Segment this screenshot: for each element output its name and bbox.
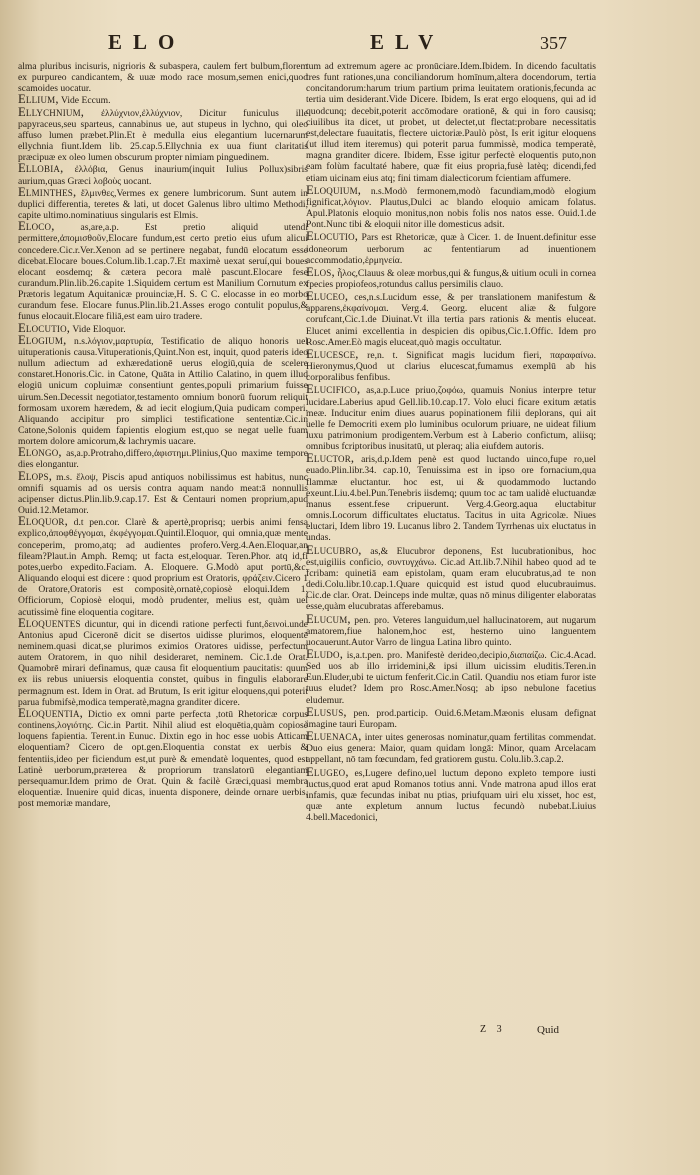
dictionary-entry [306, 384, 596, 452]
headword: Eloquentes [18, 615, 81, 630]
dictionary-entry [18, 615, 308, 708]
dictionary-entry [18, 163, 308, 186]
headword: Elucubro, [306, 542, 362, 557]
signature-mark: Z 3 [480, 1024, 506, 1035]
headword: Elos, [306, 264, 335, 279]
headword: Elongo, [18, 445, 62, 460]
entry-text: is,a.t.pen. pro. Manifestè derideo,decipio,διαπαίζω. Cic.4.Acad. Sed uos ab illo irridemini,& ipsi illum uicissim eluditis.Teren.in Eun.Eluder,ubi te uictum fenferit.Cic.in Catil. Quandiu nos etiam furor iste tuus eludet? Idem pro Rosc.Amer.Nosq; ab ipso nebulone facetius eludemur. [306, 649, 596, 706]
entry-text: es,Lugere defino,uel luctum depono expleto tempore iusti luctus,quod erat apud Romanos totius anni. Vnde matrona apud illos erat infamis, quæ fecundas inibat nu ptias, priufquam uiri elu xisset, hoc est, quæ ante expletum annum luctus fecundò nubebat.Liuius 4.bell.Macedonici, [306, 767, 596, 824]
right-column [306, 60, 596, 1140]
dictionary-entry [306, 764, 596, 824]
entry-text: n.s.λόγιον,μαρτυρία, Testificatio de aliquo honoris uel uituperationis causa.Vituperationis,Quint.Non est, inquit, quod pateris ideo nullum adiectum ad exhæredationē uerus elogiū,quia de scelere constaret.Honoris.Cic. in Catone, Quāta in Attilio Calatino, in quem illud elogiū unicum copluimæ consentiunt gentes,populi primarium fuisse uirum.Sen.Decessit negotiator,testamento omnium bonorū fuorum reliquit formosam uxorem hæredem, & ad iecit elogium,Quia pudicam comperi. Aliquando accipitur pro simplici testificatione sententiæ.Cic.in Catone,Solonis quidem fapientis elogium est,quo se negat uelle fuam mortem dolore amicorum,& lachrymis uacare. [18, 335, 308, 448]
headword: Ellobia, [18, 161, 64, 176]
dictionary-entry [306, 542, 596, 613]
entry-text: pen. pro. Veteres languidum,uel hallucinatorem, aut nugarum amatorem,fiue halonem,hoc est, hesterno uino languentem uocauerunt.Autor Varro de lingua Latina libro quinto. [306, 614, 596, 648]
dictionary-entry [18, 516, 308, 617]
entry-text: as,a.p.Protraho,differo,ἀφιστημι.Plinius,Quo maxime tempore dies elongantur. [18, 448, 308, 471]
entry-text: Dictio ex omni parte perfecta ,totū Rhetoricæ corpus continens,λογιότης. Cic.in Partit. Nihil aliud est eloquētia,quàm copiosè loquens fapientia. Terent.in Eunuc. Dixtin ego in hoc esse uobis Atticam eloquentiam? Cicero de opt.gen.Eloquentia constat ex uerbis & fententiis,ideo per ficiendum est,ut purè & emendatè loquentes, quod est Latinè uerborum,præterea & propriorum translatorū elegantiam persequamur.Idem primo de Orat. Quin & facilè Græci,quasi membra eloquentiæ. Inuenire quid dicas, inuenta disponere, deinde ornare uerbis, post memoriæ mandare, [18, 708, 308, 810]
dictionary-entry [306, 646, 596, 706]
headword: Eluctor, [306, 451, 355, 466]
entry-text: as,are,a.p. Est pretio aliquid utendi permittere,ἀπομισθοῦν,Elocare fundum,est certo pretio eius ufum alicui concedere.Cic.r.Ver.Xenon ad se pertinere negabat, fundū elocatum esse dicebat.Elocare boues.Colum.lib.1.cap.7.Et maximè uexat seruí,qui boues elocant eosdemq; & cætera pecora malè pascunt.Elocare fese curandum.Plin.lib.26.capite 1.Siquidem certum est Manilium Cornutum ex Prætoris legatum Aquitanicæ prouinciæ,H. S. C C. elocasse in eo morbo curandum fese. Elocare funus.Plin.lib.21.Asses erogo contulit populus,& funus elocauit.Elocare filiā,est eam uiro tradere. [18, 222, 308, 323]
headword: Elocutio, [306, 229, 359, 244]
dictionary-entry [18, 104, 308, 164]
headword: Eloco, [18, 219, 55, 234]
dictionary-entry [306, 731, 596, 765]
entry-text: ἧλος,Clauus & oleæ morbus,qui & fungus,& uitium oculi in cornea fpecies propiofeos,rotundus callus persimilis clauo. [306, 267, 596, 290]
entry-text: ἐλλόβια, Genus inaurium(inquit Iulius Pollux)sibris aurium,quas Græci λοβοὺς uocant. [18, 164, 308, 187]
dictionary-entry [18, 184, 308, 222]
entry-text: dicuntur, qui in dicendi ratione perfecti funt,δεινοὶ.unde Antonius apud Ciceronē dicit se disertos uidisse plurimos, eloquentē neminem.quasi dicat,se plurimos eximios Oratores uidisse, perfectum autem Oratorem, in quo nihil desideraret, neminem. Cic.1.de Orat. Quamobrē mirari definamus, quæ causa fit eloquentium paucitatis: quum ex iis rebus uniuersis eloquentia constet, quibus in fingulis elaborare permagnum est. Idem in Orat. ad Brutum, Is erit igitur eloquens,qui poterit parua fubmifsè,modica temperatè,magna granditer dicere. [18, 618, 308, 708]
headword: Ellychnium, [18, 104, 85, 119]
page-number: 357 [540, 33, 567, 53]
entry-text: Pars est Rhetoricæ, quæ à Cicer. 1. de Inuent.definitur esse idoneorum uerborum ac fententiarum ad inuentionem accommodatio,ἑρμηνεία. [306, 232, 596, 266]
running-head-right: ELV [370, 30, 445, 54]
headword: Elusus, [306, 704, 347, 719]
headword: Elucum, [306, 611, 351, 626]
entry-text: re,n. t. Significat magis lucidum fieri, παραφαίνω. Hieronymus,Quod ut clarius elucescat,fumamus exemplū ab his corporalibus fenfibus. [306, 349, 596, 384]
dictionary-entry [18, 705, 308, 810]
headword: Elugeo, [306, 764, 349, 779]
headword: Elucesce, [306, 346, 359, 361]
headword: Eloquium, [306, 182, 362, 197]
headword: Elocutio, [18, 320, 71, 335]
headword: Elminthes, [18, 184, 77, 199]
running-head-left: ELO [108, 30, 186, 54]
page-footer [0, 1024, 700, 1044]
dictionary-entry [306, 60, 596, 184]
left-column [18, 60, 308, 1140]
dictionary-entry [18, 221, 308, 322]
dictionary-entry [18, 468, 308, 517]
headword: Eludo, [306, 646, 344, 661]
entry-text: d.t pen.cor. Clarè & apertè,proprisq; uerbis animi fensa explico,ἀποφθέγγομαι, ἐκφέγγομαι.Quintil.Eloquor, qui omnia,quæ mente conceperim, promo,atq; ad audientes profero.Verg.4.Aen.Eloquar,an fileam?Plaut.in Amph. Remq; ut facta est,eloquar. Teren.Phor. atq id,fi potes,uerbo expedito.Faciam. A. Eloquere. G.Modò aput portū,&c. Aliquando eloqui est dicere : quod proprium est Oratoris, φράζειν.Cicero 1 de Oratore,Oratoris est compositè,ornatè,copiosè eloqui.Idem 1. Officiorum, Copiosè eloqui, modò prudenter, melius est, quàm uel acutissimè fine eloquentia cogitare. [18, 517, 308, 618]
entry-text: ces,n.s.Lucidum esse, & per translationem manifestum & apparens,ἐκφαίνομαι. Verg.4. Georg. elucent aliæ & fulgore corufcant,Cic.1.de Diuinat.Vt illa tertia pars rationis & mentis eluceat. Elucet animi excellentia in despicien dis opibus,Cic.1.Offic. Idem pro Rosc.Amer.Eò magis eluceat,quò magis occultatur. [306, 292, 596, 348]
headword: Ellium, [18, 92, 59, 107]
dictionary-entry [18, 60, 308, 94]
dictionary-entry [306, 291, 596, 348]
entry-text: aris,d.p.Idem penè est quod luctando uinco,fupe ro,uel euado.Plin.libr.34. cap.10, Tenuissima est in ipso ore fornacium,qua flammæ eluctantur. hoc est, ui & quodammodo luctando exeunt.Liu.4.bel.Pun.Tenebris iisdemq; quum toc ac tam ualidè eluctuandæ manus essent.fese cripuerunt. Verg.4.Georg.aqua eluctabitur omnis.Locorum difficultates eluctatus. Tacitus in uita Agricolæ. Niues eluctari, Idem libro 19. Lucanus libro 2. Tandem Tyrrhenas uix eluctatus in undas. [306, 454, 596, 544]
catchword: Quid [537, 1024, 559, 1036]
dictionary-entry [306, 704, 596, 730]
running-head [0, 30, 700, 60]
dictionary-entry [306, 346, 596, 384]
entry-text: Vide Eccum. [60, 95, 111, 107]
headword: Elogium, [18, 332, 67, 347]
dictionary-entry [18, 447, 308, 470]
entry-text: m.s. ἔλοψ, Piscis apud antiquos nobilissimus est habitus, nunc omnifi squamis ad os uersis contra aquam nando meat:ā nonnullis acipenser dictus.Plin.lib.9.cap.17. Est & Centauri nomen proprium,apud Ouid.12.Metamor. [18, 471, 308, 517]
headword: Eloquor, [18, 514, 68, 529]
dictionary-entry [18, 332, 308, 448]
entry-text: n.s.Modò fermonem,modò facundiam,modò elogium fignificat,λόγιον. Plautus,Dulci ac blando eloquio amicam folatus. Apul.Platonis eloquio monitus,non nobis folis nos natos esse. Ouid.1.de Pont.Nunc tibi & eloquii nitor ille domesticus adsit. [306, 185, 596, 231]
dictionary-entry [306, 264, 596, 290]
entry-text: ἕλμινθες,Vermes ex genere lumbricorum. Sunt autem in duplici differentia, teretes & lati, ut docet Galenus libro ultimo Methodi, capite ultimo.nominatiuus singularis est Elmis. [18, 187, 308, 222]
dictionary-entry [306, 182, 596, 231]
dictionary-entry [306, 231, 596, 265]
entry-text: as,& Elucubror deponens, Est lucubrationibus, hoc est,uigiliis conficio, συντυγχάνω. Cic.ad Att.lib.7.Nihil habeo quod ad te fcribam: quinetiā eam epistolam, quam eram elucubratus,ad te non dedi.Colu.libr.10.cap.1.Quare quicquid est istud quod elucubrauimus. Cic.de clar. Orat. Deinceps inde multæ, quas nō minus diligenter elaboratas esse,quàm elucubratas afferebamus. [306, 545, 596, 613]
headword: Elucifico, [306, 382, 361, 397]
entry-text: ἐλλύχνιον,ἐλλύχνιον, Dicitur funiculus ille papyraceus,seu sparteus, cannabinus ue, aut stupeus in lychno, qui oleo affuso lumen præbet.Plin.Et è medulla eius elegantium lucernarum ellychnia fiunt.Idem lib. 25.cap.5.Ellychnia ex uua fiunt claritatis præcipuæ ex oleo lumen obscurum propter nimiam pinguedinem. [18, 107, 308, 164]
headword: Elops, [18, 468, 53, 483]
dictionary-entry [306, 611, 596, 648]
headword: Eluenaca, [306, 729, 362, 744]
entry-text: alma pluribus incisuris, nigrioris & subaspera, caulem fert bulbum,florem ex purpureo candicantem, & uuæ modo race mosum,semen enici,quod scamoides uocatur. [18, 61, 308, 95]
entry-text: pen. prod.particip. Ouid.6.Metam.Mæonis elusam defignat imagine tauri Europam. [306, 707, 596, 730]
entry-text: inter uites generosas nominatur,quam fertilitas commendat. Duo eius genera: Maior, quam quidam longā: Minor, quam Arcelacam appellant, nō tam fœcundam, fed gratiorem gustu. Colu.lib.3.cap.2. [306, 732, 596, 766]
headword: Eloquentia, [18, 705, 84, 720]
entry-text: as,a.p.Luce priuo,ζοφόω, quamuis Nonius interpre tetur lucidare.Laberius apud Gell.lib.10.cap.17. Volo eluci ficare exitum ætatis meæ. Inducitur enim diues auarus popinationem filii deplorans, qui ait uelle fe Democriti exem plo luminibus oculorum priuare, ne uideat filium luxu patrimonium prodigentem.Verbum est à Laberio confictum, aliisq; omnibus fcriptoribus inusitatū, ut pleraq; alia eiufdem autoris. [306, 385, 596, 453]
entry-text: tum ad extremum agere ac pronūciare.Idem.Ibidem. In dicendo facultatis tres funt rationes,una conciliandorum homīnum,altera docendorum, tertia concitandorum:harum trium partium prima leuitatem orationis,fecunda ac tertia uim desiderant.Vide Dicere. Ibidem, Is erat ergo eloquens, qui ad id quodcunq; decebit,poterit accōmodare orationē, & qui in foro causisq; ciuilibus ita dicet, ut probet, ut delectet,ut flectat:probare necessitatis est,delectare fuauitatis, flectere uictoriæ.Paulò pòst, Is erit igitur eloquens (ut illud item iteremus) qui poterit parua fummissè, modica temperatè, magna granditer dicere. Ibidem, Esse igitur perfectè eloquentis puto,non eam folùm facultaté habere, quæ fit eius propria,fusè latèq; dicendi,fed etiam uicinam eius atq; fini timam dialecticorum fcientiam affumere. [306, 61, 596, 184]
headword: Eluceo, [306, 289, 349, 304]
entry-text: Vide Eloquor. [72, 323, 126, 335]
dictionary-entry [306, 453, 596, 543]
